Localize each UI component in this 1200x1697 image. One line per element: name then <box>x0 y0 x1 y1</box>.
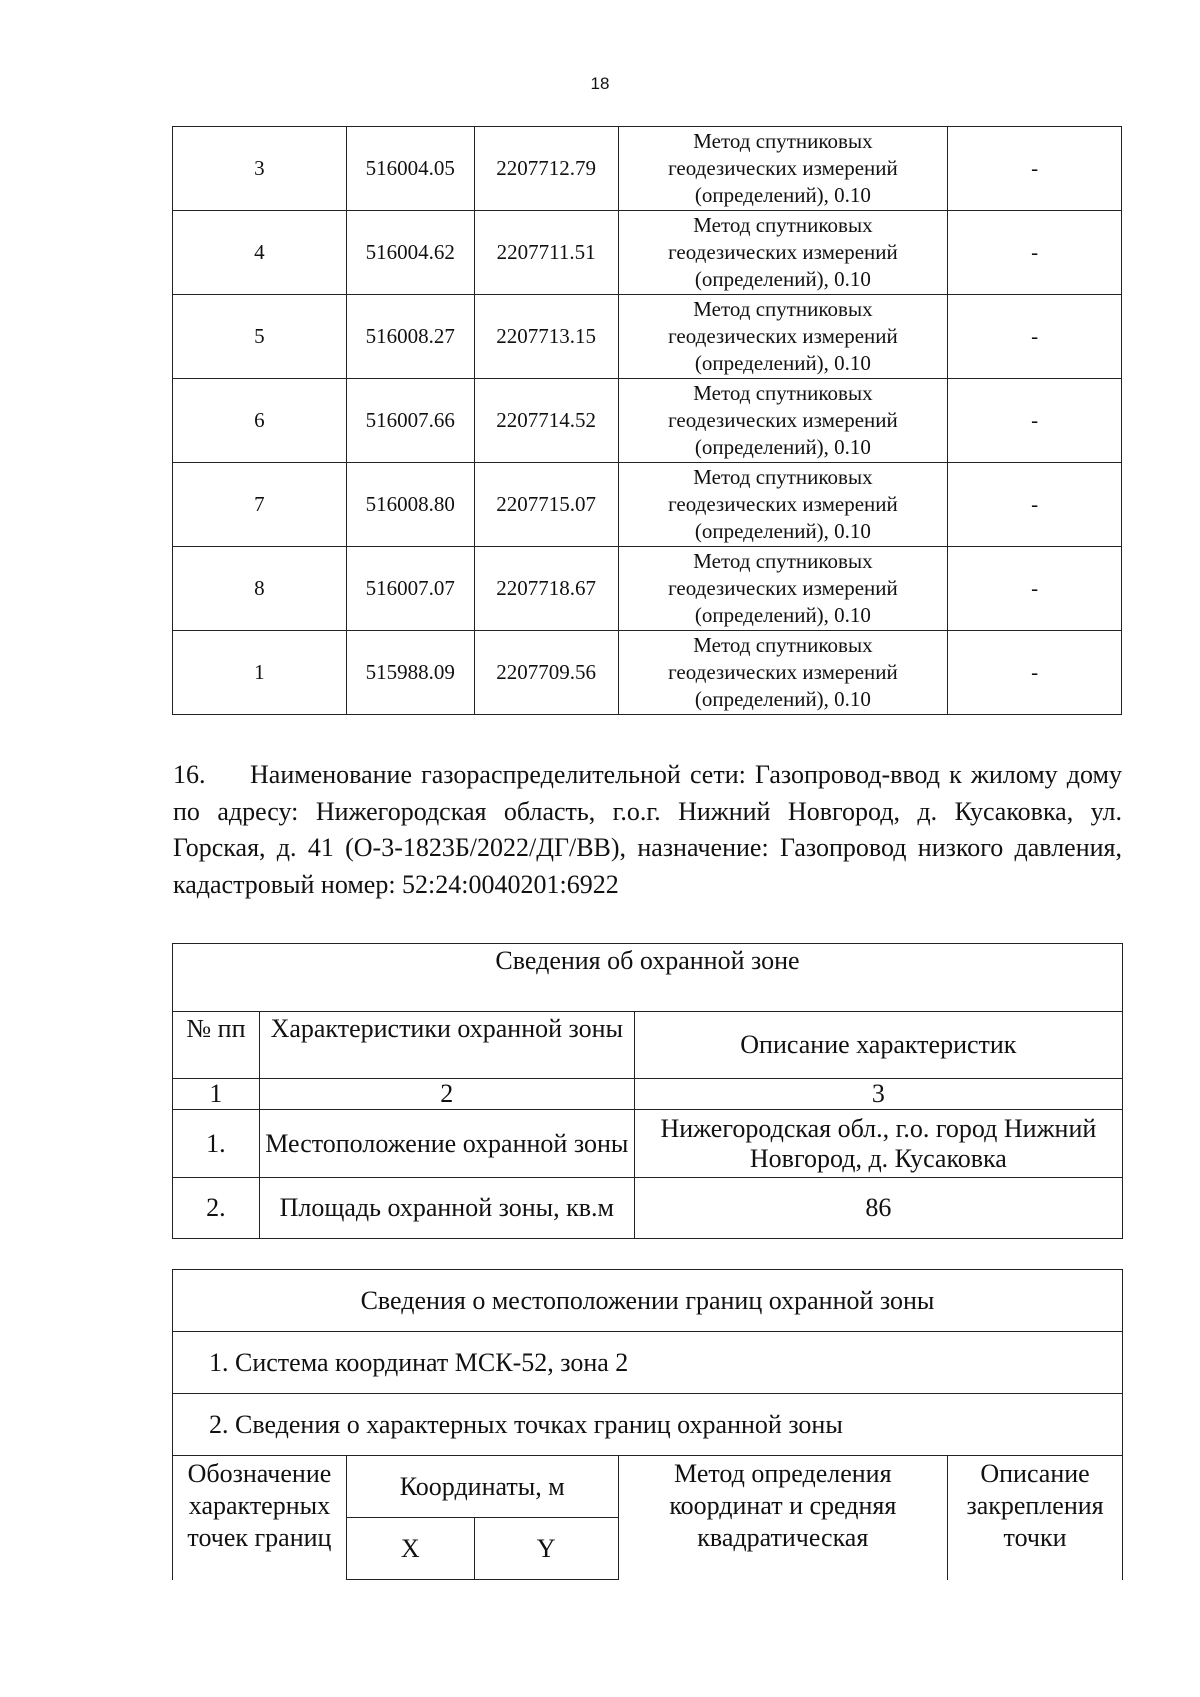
section-number: 16. <box>173 760 206 789</box>
point-id-cell: 8 <box>173 547 347 631</box>
zone-col-description-header: Описание характеристик <box>634 1012 1122 1079</box>
fixing-description-cell: - <box>948 211 1122 295</box>
y-coordinate-cell: 2207714.52 <box>474 379 618 463</box>
point-id-cell: 7 <box>173 463 347 547</box>
method-line-3: (определений), 0.10 <box>694 687 871 711</box>
method-line-3: (определений), 0.10 <box>694 519 871 543</box>
method-line-2: геодезических измерений <box>668 156 898 180</box>
method-cell <box>618 463 948 547</box>
method-line-1: Метод спутниковых <box>693 213 873 237</box>
method-cell <box>618 211 948 295</box>
method-cell <box>618 547 948 631</box>
x-coordinate-cell: 516008.27 <box>346 295 474 379</box>
zone-row-2-num: 2. <box>173 1178 260 1239</box>
method-line-2: геодезических измерений <box>668 492 898 516</box>
zone-row-2-value: 86 <box>634 1178 1122 1239</box>
y-coordinate-cell: 2207713.15 <box>474 295 618 379</box>
points-table <box>172 126 1122 715</box>
method-line-1: Метод спутниковых <box>693 633 873 657</box>
x-coordinate-cell: 515988.09 <box>346 631 474 715</box>
method-cell <box>618 631 948 715</box>
col-y: Y <box>474 1518 618 1580</box>
point-id-cell: 1 <box>173 631 347 715</box>
zone-col-num-2: 2 <box>259 1079 634 1110</box>
x-coordinate-cell: 516007.07 <box>346 547 474 631</box>
method-line-3: (определений), 0.10 <box>694 603 871 627</box>
fixing-description-cell: - <box>948 127 1122 211</box>
fixing-description-cell: - <box>948 463 1122 547</box>
table-row <box>173 631 1122 715</box>
zone-col-characteristics-header: Характеристики охранной зоны <box>259 1012 634 1079</box>
method-line-1: Метод спутниковых <box>693 381 873 405</box>
point-id-cell: 4 <box>173 211 347 295</box>
method-line-3: (определений), 0.10 <box>694 183 871 207</box>
col-point-designation: Обозначение характерных точек границ <box>173 1456 347 1580</box>
boundaries-table-title: Сведения о местоположении границ охранной зоны <box>173 1270 1123 1332</box>
y-coordinate-cell: 2207712.79 <box>474 127 618 211</box>
method-cell <box>618 127 948 211</box>
table-row <box>173 379 1122 463</box>
method-line-2: геодезических измерений <box>668 576 898 600</box>
col-x: X <box>346 1518 474 1580</box>
x-coordinate-cell: 516004.62 <box>346 211 474 295</box>
zone-info-table <box>172 943 1123 1239</box>
x-coordinate-cell: 516007.66 <box>346 379 474 463</box>
zone-col-num-3: 3 <box>634 1079 1122 1110</box>
fixing-description-cell: - <box>948 379 1122 463</box>
zone-table-title: Сведения об охранной зоне <box>173 944 1123 1012</box>
method-line-1: Метод спутниковых <box>693 129 873 153</box>
col-coordinates: Координаты, м <box>346 1456 618 1518</box>
point-id-cell: 3 <box>173 127 347 211</box>
col-fixing-description: Описание закрепления точки <box>948 1456 1123 1580</box>
fixing-description-cell: - <box>948 295 1122 379</box>
y-coordinate-cell: 2207718.67 <box>474 547 618 631</box>
section-16-paragraph <box>173 757 1122 903</box>
method-line-2: геодезических измерений <box>668 324 898 348</box>
y-coordinate-cell: 2207715.07 <box>474 463 618 547</box>
table-row <box>173 295 1122 379</box>
method-line-2: геодезических измерений <box>668 660 898 684</box>
point-id-cell: 6 <box>173 379 347 463</box>
coordinate-system-row: 1. Система координат МСК-52, зона 2 <box>173 1332 1123 1394</box>
zone-row-1-name: Местоположение охранной зоны <box>259 1110 634 1178</box>
fixing-description-cell: - <box>948 547 1122 631</box>
table-row <box>173 463 1122 547</box>
method-line-3: (определений), 0.10 <box>694 435 871 459</box>
x-coordinate-cell: 516008.80 <box>346 463 474 547</box>
method-line-3: (определений), 0.10 <box>694 267 871 291</box>
zone-row-1-value: Нижегородская обл., г.о. город Нижний Новгород, д. Кусаковка <box>634 1110 1122 1178</box>
y-coordinate-cell: 2207711.51 <box>474 211 618 295</box>
section-text: Наименование газораспределительной сети: Газопровод-ввод к жилому дому по адресу: Нижегородская область, г.о.г. Нижний Новгород, д. Кусаковка, ул. Горская, д. 41 (О-3-1823Б/2022/ДГ/ВВ), назначение: Газопровод низкого давления, кадастровый номер: 52:24:0040201:6922 <box>173 760 1122 899</box>
method-line-1: Метод спутниковых <box>693 549 873 573</box>
table-row <box>173 127 1122 211</box>
method-cell <box>618 379 948 463</box>
method-line-1: Метод спутниковых <box>693 465 873 489</box>
method-line-1: Метод спутниковых <box>693 297 873 321</box>
table-row <box>173 211 1122 295</box>
zone-col-number-header: № пп <box>173 1012 260 1079</box>
zone-row-2-name: Площадь охранной зоны, кв.м <box>259 1178 634 1239</box>
boundaries-table <box>172 1269 1123 1580</box>
page-number: 18 <box>590 74 610 93</box>
zone-col-num-1: 1 <box>173 1079 260 1110</box>
method-line-3: (определений), 0.10 <box>694 351 871 375</box>
point-id-cell: 5 <box>173 295 347 379</box>
fixing-description-cell: - <box>948 631 1122 715</box>
y-coordinate-cell: 2207709.56 <box>474 631 618 715</box>
col-method: Метод определения координат и средняя квадратическая <box>618 1456 948 1580</box>
method-cell <box>618 295 948 379</box>
points-heading-row: 2. Сведения о характерных точках границ охранной зоны <box>173 1394 1123 1456</box>
method-line-2: геодезических измерений <box>668 408 898 432</box>
zone-row-1-num: 1. <box>173 1110 260 1178</box>
method-line-2: геодезических измерений <box>668 240 898 264</box>
x-coordinate-cell: 516004.05 <box>346 127 474 211</box>
table-row <box>173 547 1122 631</box>
